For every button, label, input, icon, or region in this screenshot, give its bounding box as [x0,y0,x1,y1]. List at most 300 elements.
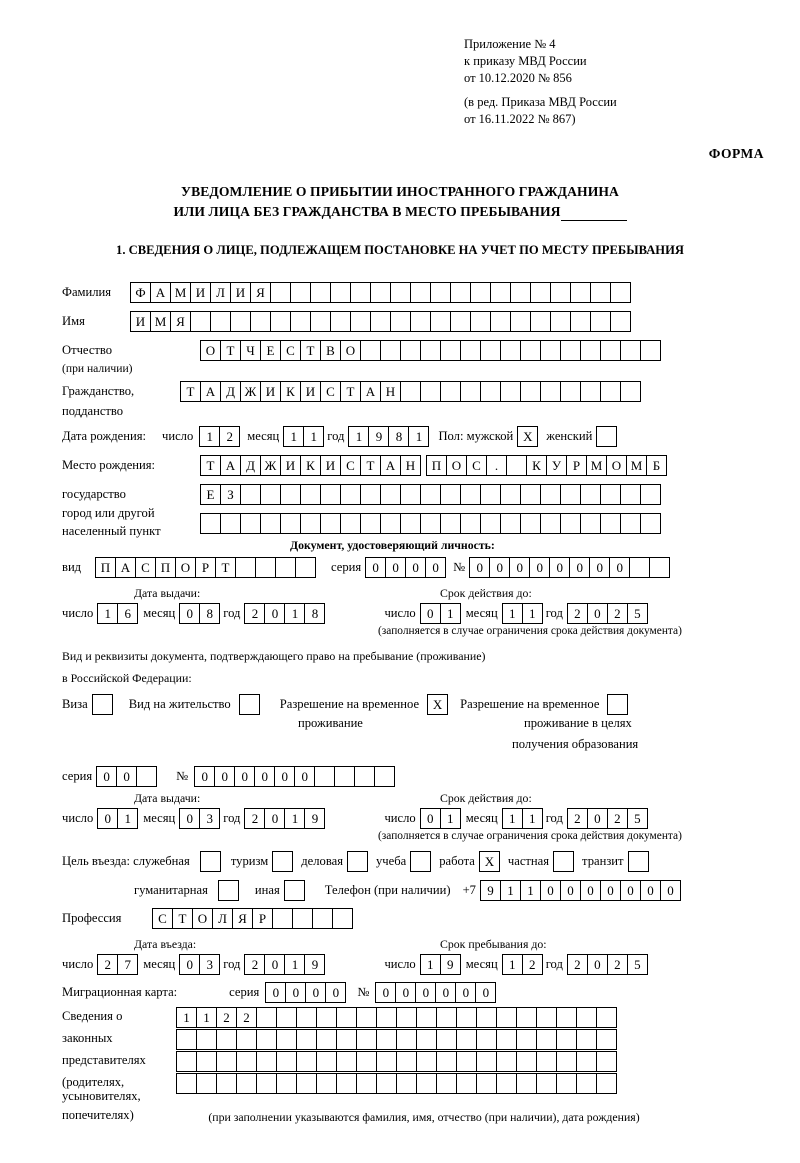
cell[interactable]: С [280,340,301,361]
cell[interactable] [540,381,561,402]
cell[interactable]: М [626,455,647,476]
cell[interactable] [550,282,571,303]
cell[interactable] [276,1029,297,1050]
cell[interactable] [496,1029,517,1050]
cell[interactable] [456,1073,477,1094]
cell[interactable]: Т [220,340,241,361]
cell[interactable] [476,1029,497,1050]
cell[interactable] [316,1007,337,1028]
cell[interactable]: С [320,381,341,402]
cell[interactable] [556,1051,577,1072]
cell[interactable] [260,484,281,505]
cell[interactable] [356,1007,377,1028]
cell[interactable] [550,311,571,332]
cell[interactable] [456,1007,477,1028]
cell[interactable] [136,766,157,787]
cell[interactable]: 0 [395,982,416,1003]
cell[interactable] [596,1051,617,1072]
cell[interactable] [400,484,421,505]
cell[interactable]: Д [220,381,241,402]
cell[interactable] [556,1029,577,1050]
stay-valid-day-boxes[interactable] [420,808,460,829]
cell[interactable] [500,340,521,361]
cell[interactable] [410,282,431,303]
cell[interactable] [292,908,313,929]
cell[interactable]: Л [212,908,233,929]
cell[interactable] [400,381,421,402]
cell[interactable] [580,484,601,505]
cell[interactable] [320,513,341,534]
cell[interactable]: В [320,340,341,361]
cell[interactable] [410,311,431,332]
cell[interactable]: 7 [117,954,138,975]
sex-female-checkbox[interactable] [596,426,617,447]
cell[interactable]: 1 [283,426,304,447]
cell[interactable] [436,1029,457,1050]
cell[interactable] [516,1007,537,1028]
cell[interactable]: Ж [240,381,261,402]
cell[interactable]: П [95,557,116,578]
cell[interactable]: А [115,557,136,578]
cell[interactable] [536,1029,557,1050]
stay-issue-day-boxes[interactable] [97,808,137,829]
cell[interactable] [576,1007,597,1028]
cell[interactable] [496,1073,517,1094]
cell[interactable]: С [340,455,361,476]
cell[interactable]: И [260,381,281,402]
cell[interactable]: 1 [97,603,118,624]
cell[interactable]: Б [646,455,667,476]
cell[interactable] [576,1029,597,1050]
cell[interactable]: Я [170,311,191,332]
cell[interactable]: 9 [304,954,325,975]
cell[interactable] [520,340,541,361]
cell[interactable] [576,1051,597,1072]
cell[interactable] [456,1029,477,1050]
cell[interactable] [272,908,293,929]
cell[interactable] [490,282,511,303]
cell[interactable] [336,1007,357,1028]
cell[interactable]: 1 [284,954,305,975]
stay-issue-month-boxes[interactable] [179,808,219,829]
cell[interactable] [590,311,611,332]
cell[interactable] [560,381,581,402]
cell[interactable] [176,1073,197,1094]
cell[interactable]: 1 [348,426,369,447]
cell[interactable]: 0 [365,557,386,578]
cell[interactable] [280,484,301,505]
cell[interactable] [380,340,401,361]
cell[interactable] [396,1029,417,1050]
cell[interactable]: 0 [179,954,200,975]
cell[interactable]: 1 [196,1007,217,1028]
birthplace-row2-boxes[interactable] [200,484,660,505]
cell[interactable] [640,340,661,361]
cell[interactable] [436,1073,457,1094]
cell[interactable] [576,1073,597,1094]
cell[interactable] [376,1007,397,1028]
cell[interactable]: 9 [480,880,501,901]
purpose-private-checkbox[interactable] [553,851,574,872]
cell[interactable]: А [200,381,221,402]
doc-number-boxes[interactable] [469,557,669,578]
cell[interactable] [596,1073,617,1094]
cell[interactable]: 1 [502,603,523,624]
cell[interactable] [556,1007,577,1028]
cell[interactable]: 9 [304,808,325,829]
cell[interactable] [510,282,531,303]
cell[interactable]: 0 [420,603,441,624]
cell[interactable] [310,282,331,303]
cell[interactable]: 2 [219,426,240,447]
cell[interactable] [316,1073,337,1094]
cell[interactable] [420,340,441,361]
cell[interactable] [350,311,371,332]
cell[interactable] [460,340,481,361]
cell[interactable] [496,1007,517,1028]
cell[interactable] [540,484,561,505]
cell[interactable] [536,1051,557,1072]
purpose-humanitarian-checkbox[interactable] [218,880,239,901]
temp-residence-checkbox[interactable]: X [427,694,448,715]
cell[interactable] [235,557,256,578]
cell[interactable] [256,1007,277,1028]
cell[interactable] [310,311,331,332]
cell[interactable]: Т [360,455,381,476]
cell[interactable] [316,1051,337,1072]
cell[interactable] [350,282,371,303]
cell[interactable]: 2 [567,808,588,829]
cell[interactable] [330,282,351,303]
cell[interactable] [640,484,661,505]
cell[interactable]: 2 [607,954,628,975]
cell[interactable]: 1 [522,808,543,829]
cell[interactable] [629,557,650,578]
cell[interactable] [330,311,351,332]
cell[interactable] [196,1073,217,1094]
profession-boxes[interactable] [152,908,352,929]
cell[interactable] [420,381,441,402]
doc-valid-month-boxes[interactable] [502,603,542,624]
cell[interactable] [430,282,451,303]
cell[interactable] [256,1051,277,1072]
cell[interactable]: К [526,455,547,476]
cell[interactable] [556,1073,577,1094]
cell[interactable]: Ф [130,282,151,303]
cell[interactable] [240,513,261,534]
cell[interactable] [240,484,261,505]
cell[interactable]: Т [180,381,201,402]
cell[interactable]: Т [172,908,193,929]
cell[interactable]: 0 [179,808,200,829]
cell[interactable]: 2 [244,954,265,975]
birthplace-rest-boxes[interactable] [426,455,666,476]
cell[interactable] [416,1073,437,1094]
cell[interactable] [620,513,641,534]
cell[interactable] [560,484,581,505]
cell[interactable]: М [170,282,191,303]
cell[interactable]: О [340,340,361,361]
citizenship-boxes[interactable] [180,381,640,402]
cell[interactable] [600,484,621,505]
cell[interactable]: О [192,908,213,929]
cell[interactable]: 2 [607,808,628,829]
cell[interactable]: А [380,455,401,476]
cell[interactable]: М [586,455,607,476]
cell[interactable] [295,557,316,578]
cell[interactable]: 5 [627,808,648,829]
cell[interactable] [440,340,461,361]
arrival-day-boxes[interactable] [97,954,137,975]
cell[interactable]: Л [210,282,231,303]
mig-number-boxes[interactable] [375,982,495,1003]
cell[interactable]: Я [232,908,253,929]
cell[interactable]: О [606,455,627,476]
cell[interactable]: 0 [469,557,490,578]
cell[interactable] [176,1051,197,1072]
cell[interactable]: К [280,381,301,402]
cell[interactable] [396,1007,417,1028]
cell[interactable] [516,1051,537,1072]
cell[interactable]: 8 [304,603,325,624]
cell[interactable] [500,381,521,402]
cell[interactable] [476,1051,497,1072]
cell[interactable] [336,1073,357,1094]
cell[interactable]: 1 [440,808,461,829]
cell[interactable]: 0 [609,557,630,578]
cell[interactable]: 0 [529,557,550,578]
cell[interactable] [436,1051,457,1072]
cell[interactable]: Т [300,340,321,361]
cell[interactable] [620,484,641,505]
cell[interactable]: 3 [199,954,220,975]
cell[interactable]: И [130,311,151,332]
cell[interactable] [290,311,311,332]
cell[interactable]: 0 [194,766,215,787]
name-boxes[interactable] [130,311,630,332]
cell[interactable]: И [230,282,251,303]
cell[interactable] [196,1029,217,1050]
cell[interactable] [340,513,361,534]
cell[interactable]: Ж [260,455,281,476]
surname-boxes[interactable] [130,282,630,303]
cell[interactable]: 1 [199,426,220,447]
cell[interactable] [356,1073,377,1094]
cell[interactable] [396,1051,417,1072]
cell[interactable] [480,340,501,361]
cell[interactable] [356,1029,377,1050]
cell[interactable] [480,381,501,402]
cell[interactable] [360,513,381,534]
cell[interactable] [520,381,541,402]
cell[interactable] [596,1007,617,1028]
cell[interactable]: Я [250,282,271,303]
cell[interactable] [236,1051,257,1072]
cell[interactable] [390,282,411,303]
cell[interactable] [332,908,353,929]
cell[interactable]: 0 [325,982,346,1003]
cell[interactable] [300,513,321,534]
cell[interactable]: К [300,455,321,476]
cell[interactable] [296,1051,317,1072]
patronymic-boxes[interactable] [200,340,660,361]
cell[interactable] [600,340,621,361]
cell[interactable] [270,311,291,332]
cell[interactable]: 1 [408,426,429,447]
cell[interactable] [440,484,461,505]
cell[interactable]: С [135,557,156,578]
cell[interactable] [536,1073,557,1094]
cell[interactable]: Т [340,381,361,402]
cell[interactable]: 1 [420,954,441,975]
cell[interactable] [540,340,561,361]
cell[interactable] [360,340,381,361]
cell[interactable]: Н [380,381,401,402]
cell[interactable] [500,513,521,534]
sex-male-checkbox[interactable]: X [517,426,538,447]
cell[interactable] [276,1073,297,1094]
cell[interactable] [590,282,611,303]
cell[interactable]: 0 [569,557,590,578]
cell[interactable] [316,1029,337,1050]
cell[interactable]: 0 [96,766,117,787]
cell[interactable] [334,766,355,787]
cell[interactable]: У [546,455,567,476]
phone-boxes[interactable] [480,880,680,901]
cell[interactable]: Н [400,455,421,476]
cell[interactable] [580,381,601,402]
cell[interactable] [460,484,481,505]
cell[interactable] [296,1007,317,1028]
cell[interactable] [354,766,375,787]
purpose-business-checkbox[interactable] [347,851,368,872]
legal-row-3-boxes[interactable] [176,1051,616,1072]
legal-row-2-boxes[interactable] [176,1029,616,1050]
cell[interactable] [580,513,601,534]
cell[interactable]: А [150,282,171,303]
cell[interactable] [530,282,551,303]
doc-valid-year-boxes[interactable] [567,603,647,624]
cell[interactable] [296,1073,317,1094]
cell[interactable] [220,513,241,534]
doc-issue-month-boxes[interactable] [179,603,219,624]
cell[interactable]: 0 [587,603,608,624]
cell[interactable] [470,311,491,332]
cell[interactable] [376,1073,397,1094]
cell[interactable] [420,484,441,505]
cell[interactable]: 1 [440,603,461,624]
birth-month-boxes[interactable] [283,426,323,447]
cell[interactable] [480,513,501,534]
cell[interactable]: 6 [117,603,138,624]
cell[interactable] [436,1007,457,1028]
cell[interactable] [390,311,411,332]
cell[interactable]: 8 [388,426,409,447]
cell[interactable] [276,1051,297,1072]
cell[interactable] [374,766,395,787]
birthplace-state-boxes[interactable] [200,455,420,476]
birth-year-boxes[interactable] [348,426,428,447]
cell[interactable] [610,311,631,332]
cell[interactable]: 0 [264,603,285,624]
cell[interactable] [216,1051,237,1072]
visa-checkbox[interactable] [92,694,113,715]
cell[interactable]: А [360,381,381,402]
cell[interactable] [600,513,621,534]
cell[interactable]: 1 [284,808,305,829]
cell[interactable]: 2 [244,603,265,624]
cell[interactable] [510,311,531,332]
cell[interactable] [600,381,621,402]
cell[interactable]: 0 [405,557,426,578]
cell[interactable]: 0 [274,766,295,787]
cell[interactable] [256,1029,277,1050]
cell[interactable]: 0 [420,808,441,829]
stay-issue-year-boxes[interactable] [244,808,324,829]
legal-row-4-boxes[interactable] [176,1073,616,1094]
cell[interactable]: 2 [522,954,543,975]
cell[interactable]: 0 [560,880,581,901]
doc-kind-boxes[interactable] [95,557,315,578]
cell[interactable]: 0 [435,982,456,1003]
cell[interactable] [190,311,211,332]
cell[interactable]: 0 [234,766,255,787]
cell[interactable] [336,1029,357,1050]
residence-checkbox[interactable] [239,694,260,715]
cell[interactable]: 2 [607,603,628,624]
cell[interactable]: 9 [368,426,389,447]
stay-valid-month-boxes[interactable] [502,808,542,829]
cell[interactable]: 0 [589,557,610,578]
purpose-study-checkbox[interactable] [410,851,431,872]
cell[interactable] [270,282,291,303]
cell[interactable] [610,282,631,303]
cell[interactable]: 9 [440,954,461,975]
cell[interactable] [400,340,421,361]
cell[interactable]: 5 [627,954,648,975]
cell[interactable]: 1 [303,426,324,447]
cell[interactable]: П [426,455,447,476]
cell[interactable]: З [220,484,241,505]
cell[interactable] [376,1029,397,1050]
cell[interactable]: . [486,455,507,476]
cell[interactable]: Р [195,557,216,578]
cell[interactable]: 1 [522,603,543,624]
cell[interactable]: 0 [305,982,326,1003]
cell[interactable] [460,381,481,402]
cell[interactable]: 2 [236,1007,257,1028]
cell[interactable]: И [300,381,321,402]
cell[interactable]: О [446,455,467,476]
cell[interactable]: 1 [284,603,305,624]
birth-day-boxes[interactable] [199,426,239,447]
cell[interactable] [560,340,581,361]
purpose-transit-checkbox[interactable] [628,851,649,872]
cell[interactable]: 0 [265,982,286,1003]
cell[interactable]: Р [252,908,273,929]
cell[interactable]: 2 [244,808,265,829]
stay-number-boxes[interactable] [194,766,394,787]
cell[interactable] [320,484,341,505]
cell[interactable] [416,1029,437,1050]
cell[interactable] [520,484,541,505]
cell[interactable]: 0 [179,603,200,624]
cell[interactable]: Р [566,455,587,476]
cell[interactable]: 0 [600,880,621,901]
cell[interactable]: М [150,311,171,332]
cell[interactable]: 8 [199,603,220,624]
cell[interactable] [314,766,335,787]
